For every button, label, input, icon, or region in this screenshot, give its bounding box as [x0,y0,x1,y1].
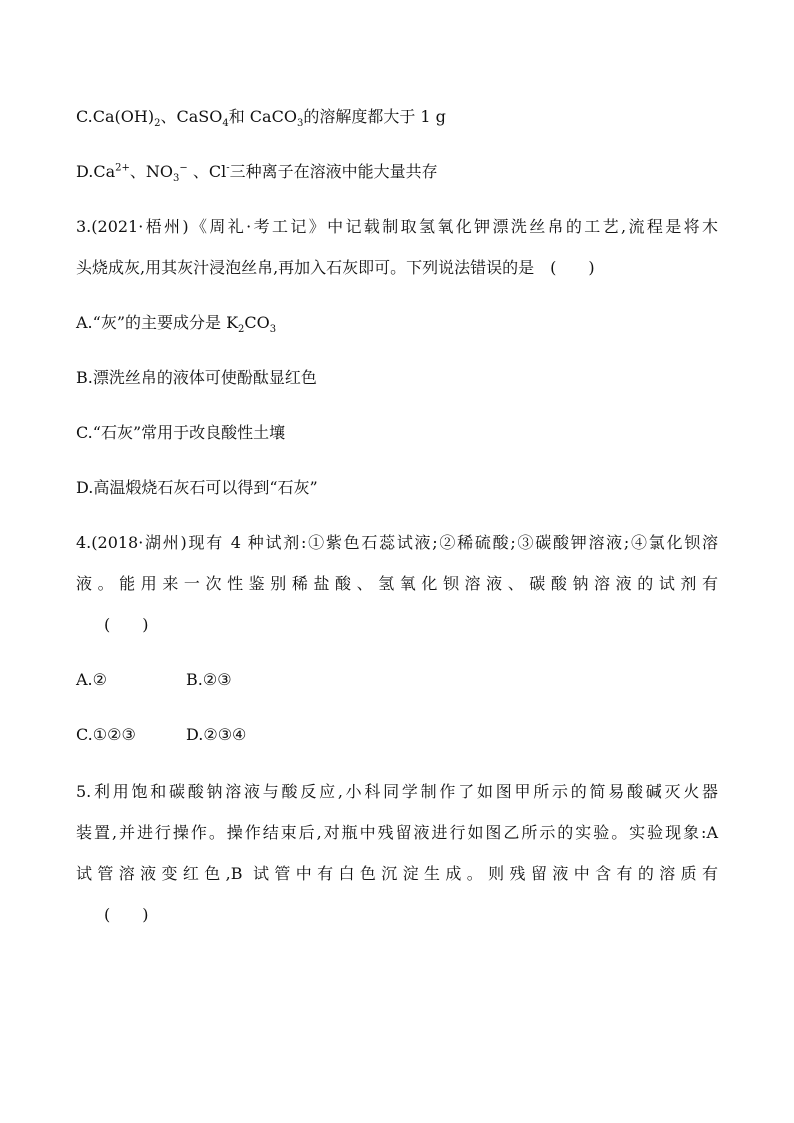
subscript: 4 [222,118,229,130]
q5-stem-line-2: 装置,并进行操作。操作结束后,对瓶中残留液进行如图乙所示的实验。实验现象:A [76,823,718,842]
q3-option-c[interactable]: C.“石灰”常用于改良酸性土壤 [76,423,286,442]
q4-stem-line-2: 液。能用来一次性鉴别稀盐酸、氢氧化钡溶液、碳酸钠溶液的试剂有 [76,574,718,593]
q5-stem-line-1: 5.利用饱和碳酸钠溶液与酸反应,小科同学制作了如图甲所示的简易酸碱灭火器 [76,782,718,801]
subscript: 3 [269,324,277,336]
q3-option-a[interactable] [76,313,277,336]
q5-answer-bracket: ( ) [104,905,149,924]
q3-option-d[interactable]: D.高温煅烧石灰石可以得到“石灰” [76,478,318,497]
subscript: 2 [154,118,161,130]
q3-option-a-text: A.“灰”的主要成分是 K [76,313,239,332]
subscript: 2 [238,324,245,336]
q3-option-a-text: CO [244,313,270,332]
q3-stem-line-2: 头烧成灰,用其灰汁浸泡丝帛,再加入石灰即可。下列说法错误的是 ( ) [76,258,595,277]
q4-option-b[interactable]: B.②③ [186,670,232,689]
q2-option-d-text: O [159,162,174,181]
q2-option-d-text: D.Ca [76,162,116,181]
q2-option-d-text: 、Cl [187,162,227,181]
superscript: 2+ [115,162,130,174]
q2-option-c-text: 、CaSO [160,107,223,126]
q2-option-d[interactable] [76,162,438,185]
q2-option-c-text: C.Ca(OH) [76,107,155,126]
q3-stem-line-1: 3.(2021·梧州)《周礼·考工记》中记载制取氢氧化钾漂洗丝帛的工艺,流程是将木 [76,217,718,236]
q2-option-c-text: 的溶解度都大于 1 g [303,107,446,126]
q2-option-c-text: 和 CaCO [228,107,297,126]
q2-option-d-text: 三种离子在溶液中能大量共存 [229,162,438,181]
q2-option-c[interactable] [76,107,446,130]
q4-option-c[interactable]: C.①②③ [76,725,136,744]
q4-options-row-2 [76,725,376,745]
q4-options-row-1 [76,670,376,690]
q2-option-d-text: 、N [129,162,160,181]
q4-stem-line-1: 4.(2018·湖州)现有 4 种试剂:①紫色石蕊试液;②稀硫酸;③碳酸钾溶液;④氯化钡溶 [76,533,718,552]
superscript: − [179,162,188,174]
q5-stem-line-3: 试管溶液变红色,B 试管中有白色沉淀生成。则残留液中含有的溶质有 [76,864,718,883]
q3-option-b[interactable]: B.漂洗丝帛的液体可使酚酞显红色 [76,368,317,387]
subscript: 3 [173,173,180,185]
superscript: - [226,162,230,174]
q4-option-a[interactable]: A.② [76,670,107,689]
q4-option-d[interactable]: D.②③④ [186,725,247,744]
subscript: 3 [296,118,304,130]
q4-answer-bracket: ( ) [104,615,149,634]
